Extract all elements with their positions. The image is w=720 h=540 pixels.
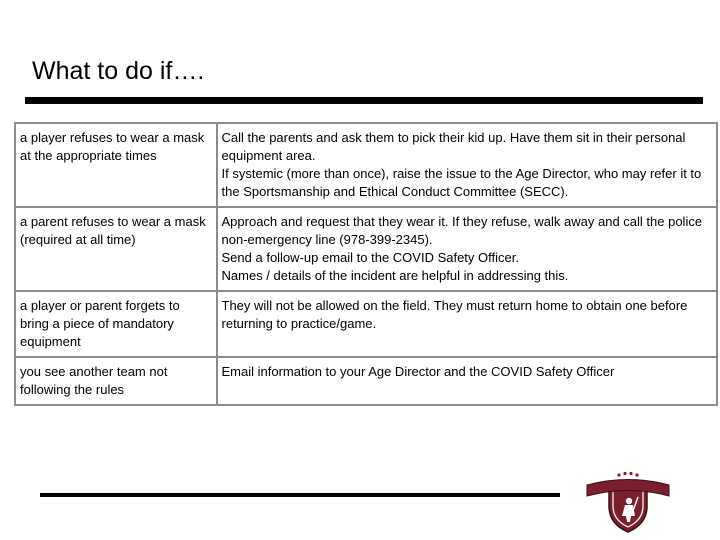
table-row bbox=[15, 291, 717, 357]
title-underline bbox=[25, 97, 703, 104]
response-cell bbox=[217, 207, 717, 291]
response-cell bbox=[217, 357, 717, 405]
response-line: If systemic (more than once), raise the issue to the Age Director, who may refer it to the Sportsmanship and Ethical Conduct Committee (SECC). bbox=[221, 166, 702, 199]
response-line: Names / details of the incident are helpful in addressing this. bbox=[221, 268, 569, 283]
table-row bbox=[15, 357, 717, 405]
response-line: Email information to your Age Director and the COVID Safety Officer bbox=[221, 364, 615, 379]
situation-cell: a parent refuses to wear a mask (required at all time) bbox=[15, 207, 217, 291]
westford-logo bbox=[585, 470, 671, 534]
footer-rule bbox=[40, 493, 560, 497]
guidance-table bbox=[14, 122, 718, 406]
response-line: Approach and request that they wear it. If they refuse, walk away and call the police non-emergency line (978-399-2345). bbox=[221, 214, 703, 247]
response-line: They will not be allowed on the field. They must return home to obtain one before returning to practice/game. bbox=[221, 298, 688, 331]
page-title: What to do if…. bbox=[32, 57, 205, 85]
response-line: Send a follow-up email to the COVID Safety Officer. bbox=[221, 250, 519, 265]
situation-cell: a player or parent forgets to bring a piece of mandatory equipment bbox=[15, 291, 217, 357]
response-cell bbox=[217, 291, 717, 357]
table-row bbox=[15, 123, 717, 207]
table-row bbox=[15, 207, 717, 291]
situation-cell: you see another team not following the rules bbox=[15, 357, 217, 405]
situation-cell: a player refuses to wear a mask at the appropriate times bbox=[15, 123, 217, 207]
response-cell bbox=[217, 123, 717, 207]
response-line: Call the parents and ask them to pick their kid up. Have them sit in their personal equipment area. bbox=[221, 130, 686, 163]
